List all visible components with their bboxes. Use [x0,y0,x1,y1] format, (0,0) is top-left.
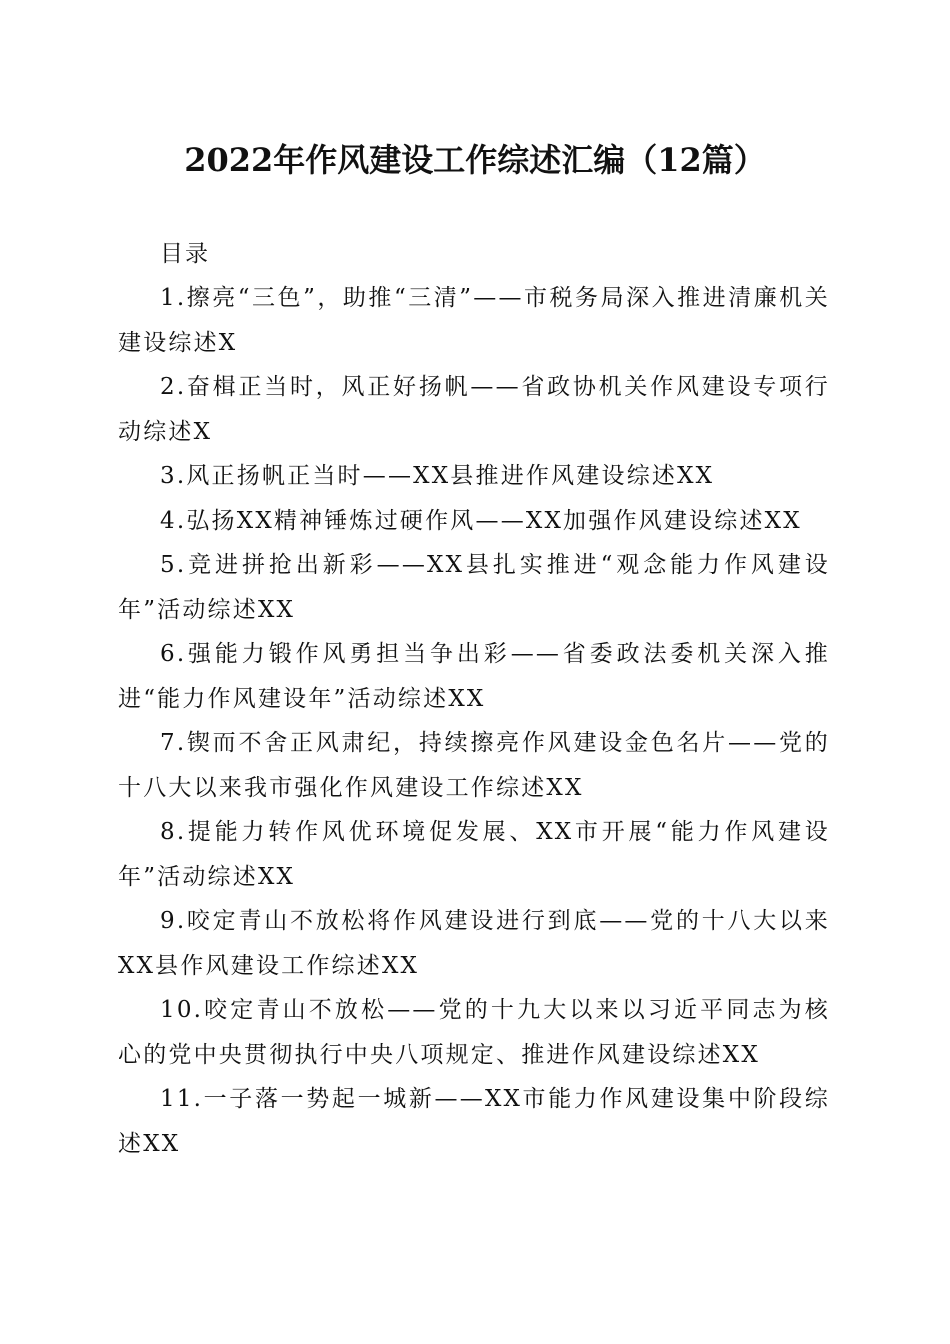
toc-item-1: 1.擦亮“三色”，助推“三清”——市税务局深入推进清廉机关建设综述X [118,285,830,356]
toc-item-9: 9.咬定青山不放松将作风建设进行到底——党的十八大以来XX县作风建设工作综述XX [118,908,830,979]
table-of-contents [118,232,830,1166]
toc-item-4: 4.弘扬XX精神锤炼过硬作风——XX加强作风建设综述XX [160,507,802,534]
toc-heading: 目录 [160,241,210,267]
toc-item-6: 6.强能力锻作风勇担当争出彩——省委政法委机关深入推进“能力作风建设年”活动综述XX [118,641,830,712]
toc-item-11: 11.一子落一势起一城新——XX市能力作风建设集中阶段综述XX [118,1086,830,1157]
toc-item-7: 7.锲而不舍正风肃纪，持续擦亮作风建设金色名片——党的十八大以来我市强化作风建设工作综述XX [118,730,830,801]
toc-item-8: 8.提能力转作风优环境促发展、XX市开展“能力作风建设年”活动综述XX [118,819,830,890]
toc-item-10: 10.咬定青山不放松——党的十九大以来以习近平同志为核心的党中央贯彻执行中央八项规定、推进作风建设综述XX [118,997,830,1068]
toc-item-5: 5.竞进拼抢出新彩——XX县扎实推进“观念能力作风建设年”活动综述XX [118,552,830,623]
document-title: 2022年作风建设工作综述汇编（12篇） [184,141,766,179]
toc-item-2: 2.奋楫正当时，风正好扬帆——省政协机关作风建设专项行动综述X [118,374,830,445]
toc-item-3: 3.风正扬帆正当时——XX县推进作风建设综述XX [160,463,715,489]
